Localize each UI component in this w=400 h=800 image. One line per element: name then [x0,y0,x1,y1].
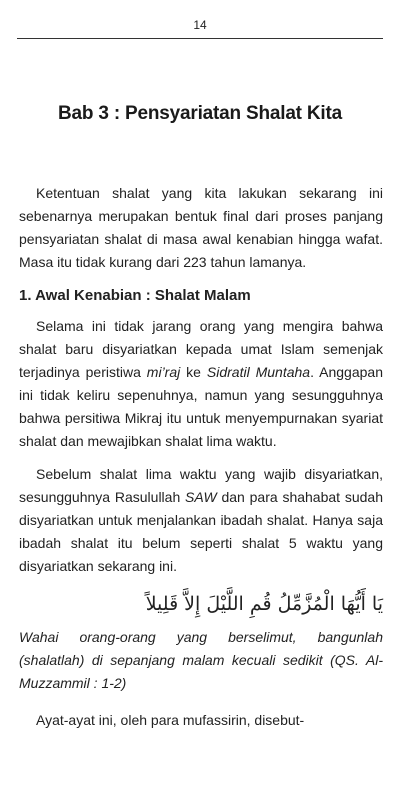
page-number: 14 [193,18,207,32]
verse-translation: Wahai orang-orang yang berselimut, bangunlah (shalatlah) di sepanjang malam kecuali sedikit (QS. Al-Muzzammil : 1-2) [19,629,383,691]
term-sidratil-muntaha: Sidratil Muntaha [206,364,311,380]
paragraph-3: Ayat-ayat ini, oleh para mufassirin, disebut- [36,712,305,728]
header-divider [17,38,383,39]
paragraph-2-text-a: Sebelum shalat lima waktu yang wajib disyariatkan, sesungguhnya Rasulullah [19,466,383,505]
paragraph-2-text-b: dan para shahabat sudah disyariatkan untuk menjalankan ibadah shalat. Hanya saja ibadah shalat itu belum seperti shalat 5 waktu yang disyariatkan sekarang ini. [19,489,383,574]
paragraph-1-text-b: ke [180,364,207,380]
paragraph-1 [19,315,383,453]
arabic-verse: يَا أَيُّهَا الْمُزَّمِّلُ قُمِ اللَّيْلَ إِلاَّ قَلِيلاً [145,593,383,615]
term-miraj: mi’raj [146,364,181,380]
paragraph-1-text-c: . Anggapan ini tidak keliru sepenuhnya, namun yang sesungguhnya bahwa persitiwa Mikraj itu untuk menyempurnakan syariat shalat dan mewajibkan shalat lima waktu. [19,364,383,449]
paragraph-1-text-a: Selama ini tidak jarang orang yang mengira bahwa shalat baru disyariatkan kepada umat Islam semenjak terjadinya peristiwa [19,318,383,380]
page-content [19,182,383,742]
chapter-title: Bab 3 : Pensyariatan Shalat Kita [58,103,342,124]
paragraph-2 [19,463,383,578]
intro-paragraph: Ketentuan shalat yang kita lakukan sekarang ini sebenarnya merupakan bentuk final dari proses panjang pensyariatan shalat di masa awal kenabian hingga wafat. Masa itu tidak kurang dari 223 tahun lamanya. [19,185,383,270]
section-heading: 1. Awal Kenabian : Shalat Malam [19,287,251,304]
term-saw: SAW [185,489,217,505]
